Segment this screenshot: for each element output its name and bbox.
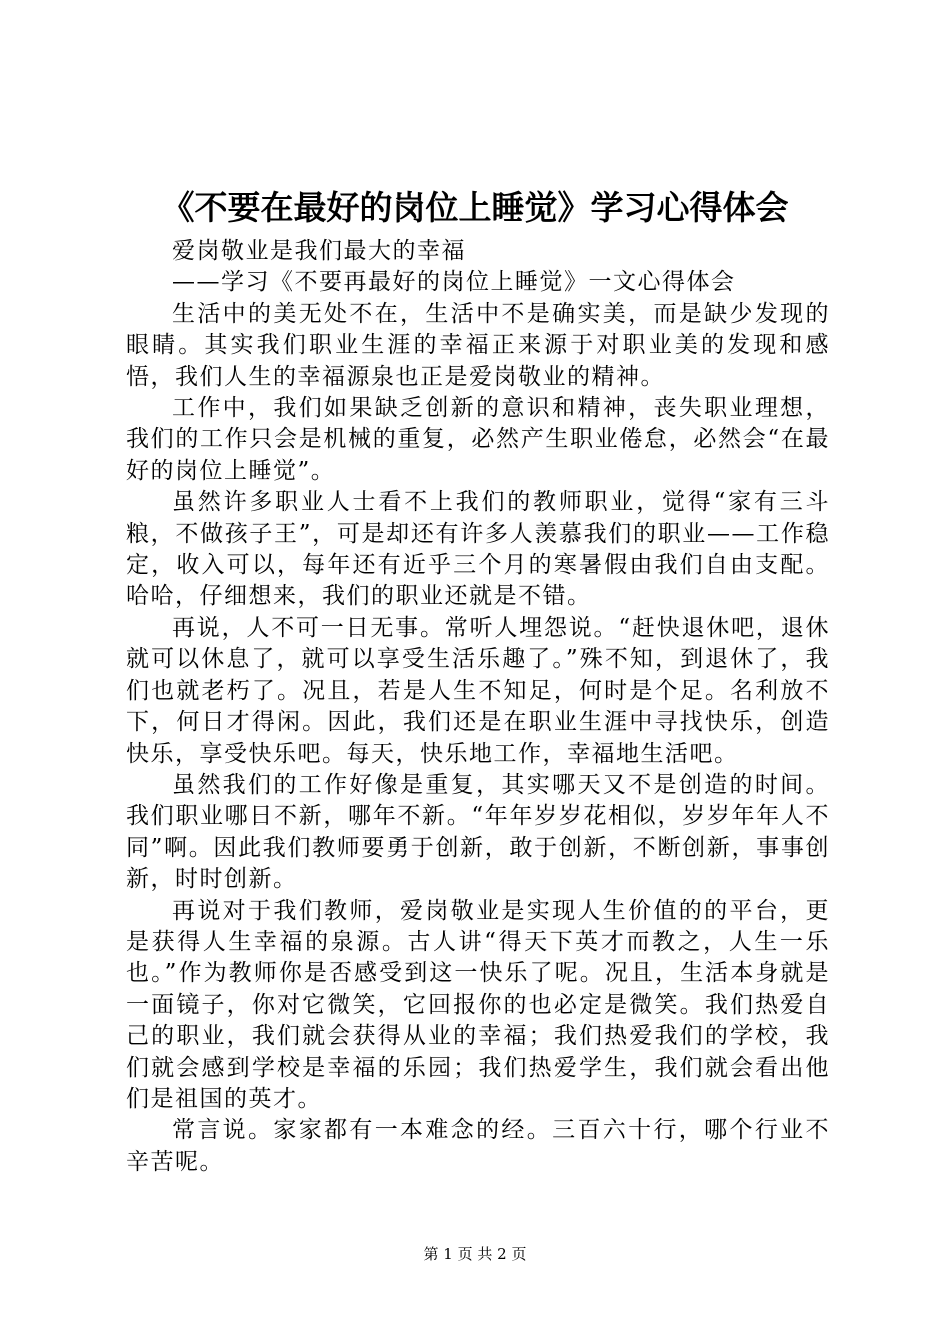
byline: ——学习《不要再最好的岗位上睡觉》一文心得体会 <box>172 269 736 296</box>
paragraph-2: 工作中，我们如果缺乏创新的意识和精神，丧失职业理想，我们的工作只会是机械的重复，必然产生职业倦怠，必然会“在最好的岗位上睡觉”。 <box>126 395 830 484</box>
paragraph-7: 常言说。家家都有一本难念的经。三百六十行，哪个行业不辛苦呢。 <box>126 1117 830 1175</box>
paragraph-5: 虽然我们的工作好像是重复，其实哪天又不是创造的时间。我们职业哪日不新，哪年不新。“年年岁岁花相似，岁岁年年人不同”啊。因此我们教师要勇于创新，敢于创新，不断创新，事事创新，时时创新。 <box>126 771 830 893</box>
document-body <box>126 236 830 1178</box>
paragraph-4: 再说，人不可一日无事。常听人埋怨说。“赶快退休吧，退休就可以休息了，就可以享受生活乐趣了。”殊不知，到退休了，我们也就老朽了。况且，若是人生不知足，何时是个足。名利放不下，何日才得闲。因此，我们还是在职业生涯中寻找快乐，创造快乐，享受快乐吧。每天，快乐地工作，幸福地生活吧。 <box>126 614 830 767</box>
paragraph-1: 生活中的美无处不在，生活中不是确实美，而是缺少发现的眼睛。其实我们职业生涯的幸福正来源于对职业美的发现和感悟，我们人生的幸福源泉也正是爱岗敬业的精神。 <box>126 300 830 390</box>
document-title: 《不要在最好的岗位上睡觉》学习心得体会 <box>161 188 789 227</box>
paragraph-3: 虽然许多职业人士看不上我们的教师职业，觉得“家有三斗粮，不做孩子王”，可是却还有许多人羡慕我们的职业——工作稳定，收入可以，每年还有近乎三个月的寒暑假由我们自由支配。哈哈，仔细想来，我们的职业还就是不错。 <box>126 489 830 610</box>
subtitle: 爱岗敬业是我们最大的幸福 <box>172 238 466 264</box>
paragraph-6: 再说对于我们教师，爱岗敬业是实现人生价值的的平台，更是获得人生幸福的泉源。古人讲“得天下英才而教之，人生一乐也。”作为教师你是否感受到这一快乐了呢。况且，生活本身就是一面镜子，你对它微笑，它回报你的也必定是微笑。我们热爱自己的职业，我们就会获得从业的幸福；我们热爱我们的学校，我们就会感到学校是幸福的乐园；我们热爱学生，我们就会看出他们是祖国的英才。 <box>126 897 830 1112</box>
page-footer: 第 1 页 共 2 页 <box>423 1245 527 1263</box>
